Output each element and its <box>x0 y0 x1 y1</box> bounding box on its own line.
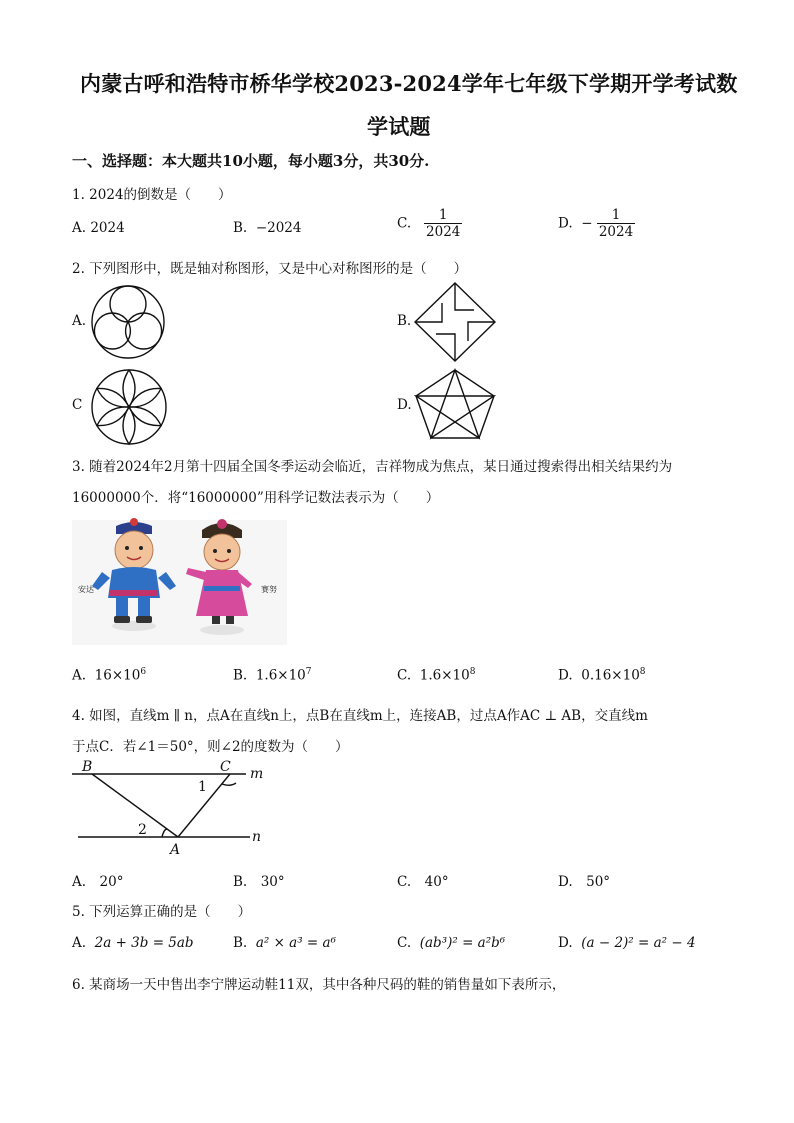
q3-mascot-illustration <box>72 520 287 645</box>
q5-option-b-expr: a² × a³ = a⁶ <box>255 935 336 951</box>
q4-option-a: A. 20° <box>72 874 124 890</box>
q3-option-c-exponent: 8 <box>469 667 476 677</box>
q1-option-c-denominator: 2024 <box>426 224 461 240</box>
q3-option-d-exponent: 8 <box>639 667 646 677</box>
q5-option-b-label: B. <box>233 935 248 951</box>
angle-2-arc <box>162 829 167 837</box>
q3-option-a-label: A. <box>72 667 87 684</box>
angle-1-arc <box>222 783 236 785</box>
q2-figure-d-pentagram-pentagon <box>414 368 496 440</box>
q5-option-d-expr: (a − 2)² = a² − 4 <box>581 935 696 951</box>
q4-geometry-figure <box>70 757 280 857</box>
q2-figure-b-pinwheel-square <box>414 282 496 362</box>
q1-option-d-fraction <box>597 207 635 240</box>
q3-stem-line-1: 3. 随着2024年2月第十四届全国冬季运动会临近，吉祥物成为焦点，某日通过搜索得出相关结果约为 <box>72 459 673 475</box>
label-point-a: A <box>170 842 181 858</box>
q5-option-a <box>72 935 194 951</box>
q4-option-d: D. 50° <box>558 874 611 890</box>
q5-stem: 5. 下列运算正确的是（ ） <box>72 904 252 920</box>
q2-figure-c-six-petal-flower <box>90 368 168 446</box>
q4-stem-line-1: 4. 如图，直线m ∥ n，点A在直线n上，点B在直线m上，连接AB，过点A作AC ⊥ AB，交直线m <box>72 708 648 724</box>
q5-option-c-label: C. <box>397 935 412 951</box>
q4-option-b: B. 30° <box>233 874 285 890</box>
q3-option-b-value: 1.6×10 <box>255 667 306 684</box>
q1-option-d-sign: − <box>581 215 593 232</box>
q1-option-c-numerator: 1 <box>438 207 448 223</box>
q3-option-d-value: 0.16×10 <box>581 667 640 684</box>
q3-option-d-label: D. <box>558 667 573 684</box>
q5-option-c <box>397 935 505 951</box>
segment-ab <box>92 774 178 837</box>
q2-option-b-label: B. <box>397 313 412 329</box>
label-angle-2: 2 <box>138 822 147 838</box>
q6-stem: 6. 某商场一天中售出李宁牌运动鞋11双，其中各种尺码的鞋的销售量如下表所示， <box>72 977 566 993</box>
q1-stem: 1. 2024的倒数是（ ） <box>72 187 232 203</box>
q3-stem-line-2: 16000000个．将“16000000”用科学记数法表示为（ ） <box>72 490 440 506</box>
q1-option-c-fraction <box>424 207 462 240</box>
q3-option-d <box>558 667 646 684</box>
q1-option-d-denominator: 2024 <box>598 224 634 240</box>
q1-option-b-value: −2024 <box>255 220 302 236</box>
section-heading: 一、选择题：本大题共10小题，每小题3分，共30分. <box>72 152 430 170</box>
title-line-2: 学试题 <box>367 114 431 139</box>
q5-option-a-label: A. <box>72 935 87 951</box>
q2-figure-a-three-petal-circle <box>90 284 166 360</box>
q4-option-c: C. 40° <box>397 874 449 890</box>
q5-option-a-expr: 2a + 3b = 5ab <box>94 935 194 951</box>
q1-option-b <box>233 220 301 236</box>
q1-option-a: A. 2024 <box>72 220 125 236</box>
label-angle-1: 1 <box>198 779 207 795</box>
q1-option-c <box>397 207 462 240</box>
q3-option-c-value: 1.6×10 <box>419 667 470 684</box>
q3-option-b-exponent: 7 <box>305 667 312 677</box>
label-line-m: m <box>250 766 264 782</box>
q1-option-d <box>558 207 635 240</box>
q3-option-a-value: 16×10 <box>94 667 141 684</box>
q2-stem: 2. 下列图形中，既是轴对称图形，又是中心对称图形的是（ ） <box>72 261 468 277</box>
q3-option-a <box>72 667 146 684</box>
q5-option-d <box>558 935 696 951</box>
q3-option-c-label: C. <box>397 667 412 684</box>
q5-option-c-expr: (ab³)² = a²b⁶ <box>419 935 506 951</box>
label-point-b: B <box>82 759 93 775</box>
q2-option-a-label: A. <box>72 313 87 329</box>
title-line-1: 内蒙古呼和浩特市桥华学校2023-2024学年七年级下学期开学考试数 <box>80 71 738 96</box>
q3-option-c <box>397 667 475 684</box>
q2-option-d-label: D. <box>397 397 412 413</box>
q3-option-b <box>233 667 312 684</box>
q1-option-d-label: D. <box>558 215 573 232</box>
mascot-right-name: 赛努 <box>261 585 277 594</box>
label-point-c: C <box>220 759 231 775</box>
label-line-n: n <box>252 829 262 845</box>
q3-option-a-exponent: 6 <box>140 667 147 677</box>
mascot-left-name: 安达 <box>78 585 94 594</box>
q1-option-c-label: C. <box>397 215 412 232</box>
q3-option-b-label: B. <box>233 667 248 684</box>
q5-option-d-label: D. <box>558 935 573 951</box>
q1-option-d-numerator: 1 <box>611 207 621 223</box>
q2-option-c-label: C <box>72 397 83 413</box>
q5-option-b <box>233 935 336 951</box>
q1-option-b-label: B. <box>233 220 248 236</box>
q4-stem-line-2: 于点C．若∠1＝50°，则∠2的度数为（ ） <box>72 739 349 755</box>
